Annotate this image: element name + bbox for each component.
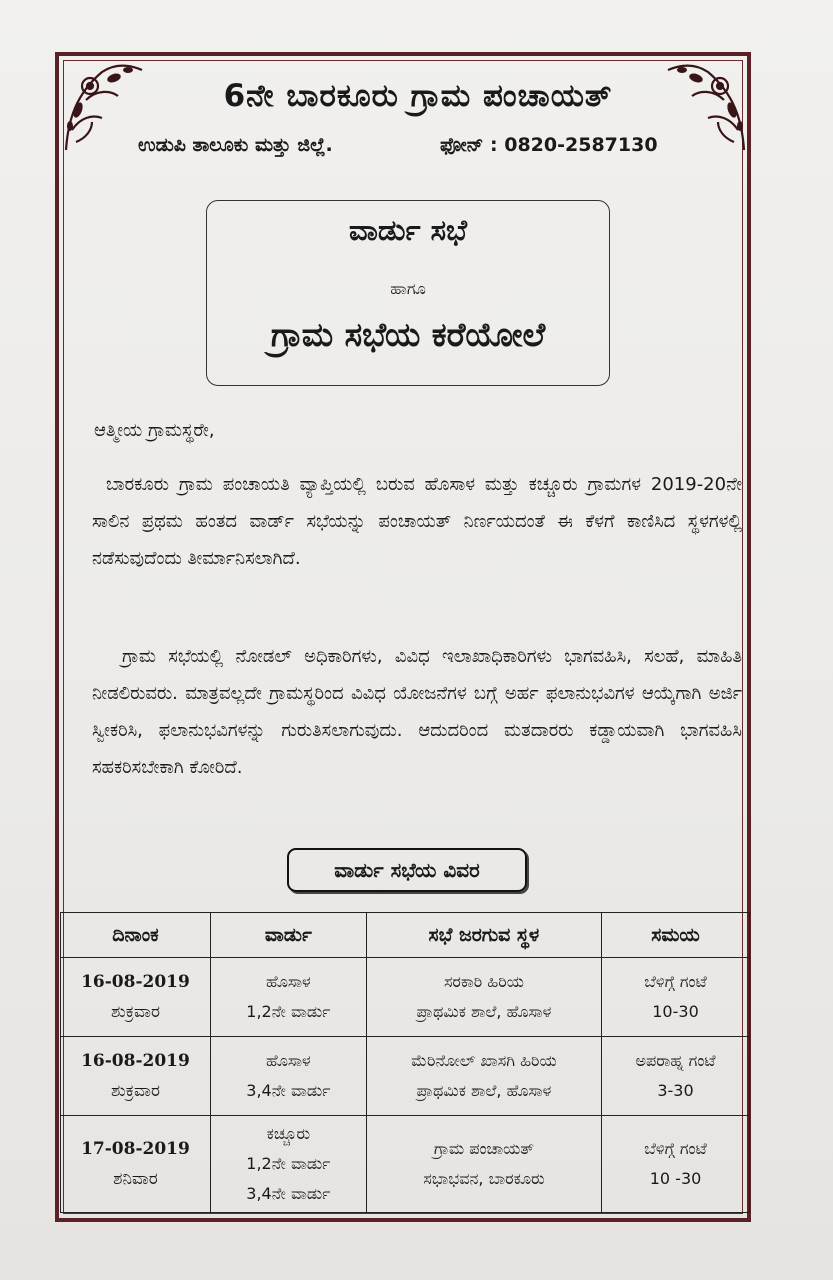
- time-label: ಬೆಳಿಗ್ಗೆ ಗಂಟೆ: [644, 1139, 707, 1158]
- venue-cell: [366, 958, 601, 1037]
- ward-numbers: 1,2ನೇ ವಾರ್ಡು: [246, 1002, 331, 1021]
- day-value: ಶುಕ್ರವಾರ: [110, 1081, 160, 1101]
- time-label: ಬೆಳಿಗ್ಗೆ ಗಂಟೆ: [644, 972, 707, 991]
- panchayat-title: 6ನೇ ಬಾರಕೂರು ಗ್ರಾಮ ಪಂಚಾಯತ್: [223, 78, 613, 114]
- schedule-heading: ವಾರ್ಡು ಸಭೆಯ ವಿವರ: [287, 848, 527, 892]
- time-value: 10 -30: [649, 1169, 702, 1188]
- table-header-row: [61, 913, 750, 958]
- salutation: ಆತ್ಮೀಯ ಗ್ರಾಮಸ್ಥರೇ,: [94, 420, 215, 441]
- table-row: [61, 1116, 750, 1213]
- column-header-ward: ವಾರ್ಡು: [210, 913, 366, 958]
- date-cell: [61, 1037, 211, 1116]
- time-cell: [602, 1037, 750, 1116]
- paragraph-details-text: ಗ್ರಾಮ ಸಭೆಯಲ್ಲಿ ನೋಡಲ್ ಅಧಿಕಾರಿಗಳು, ವಿವಿಧ ಇಲಾಖಾಧಿಕಾರಿಗಳು ಭಾಗವಹಿಸಿ, ಸಲಹೆ, ಮಾಹಿತಿ ನೀಡಲಿರುವರು. ಮಾತ್ರವಲ್ಲದೇ ಗ್ರಾಮಸ್ಥರಿಂದ ವಿವಿಧ ಯೋಜನೆಗಳ ಬಗ್ಗೆ ಅರ್ಹ ಫಲಾನುಭವಿಗಳ ಆಯ್ಕೆಗಾಗಿ ಅರ್ಜಿ ಸ್ವೀಕರಿಸಿ, ಫಲಾನುಭವಿಗಳನ್ನು ಗುರುತಿಸಲಾಗುವುದು. ಆದುದರಿಂದ ಮತದಾರರು ಕಡ್ಡಾಯವಾಗಿ ಭಾಗವಹಿಸಿ ಸಹಕರಿಸಬೇಕಾಗಿ ಕೋರಿದೆ.: [92, 646, 742, 778]
- ward-village: ಕಚ್ಚೂರು: [266, 1124, 311, 1143]
- venue-line: ಸಭಾಭವನ, ಬಾರಕೂರು: [423, 1169, 545, 1188]
- gram-sabha-invitation-heading: ಗ್ರಾಮ ಸಭೆಯ ಕರೆಯೋಲೆ: [270, 315, 546, 354]
- notice-title-box: [206, 200, 610, 386]
- location-text: ಉಡುಪಿ ತಾಲೂಕು ಮತ್ತು ಜಿಲ್ಲೆ.: [138, 134, 333, 156]
- venue-cell: [366, 1116, 601, 1213]
- ward-numbers: 3,4ನೇ ವಾರ್ಡು: [246, 1081, 331, 1100]
- column-header-venue: ಸಭೆ ಜರಗುವ ಸ್ಥಳ: [366, 913, 601, 958]
- time-cell: [602, 958, 750, 1037]
- date-value: 16-08-2019: [81, 972, 190, 992]
- venue-line: ಗ್ರಾಮ ಪಂಚಾಯತ್: [433, 1139, 534, 1158]
- time-value: 10-30: [652, 1002, 699, 1021]
- ward-village: ಹೊಸಾಳ: [265, 972, 311, 991]
- paragraph-intro-text: ಬಾರಕೂರು ಗ್ರಾಮ ಪಂಚಾಯತಿ ವ್ಯಾಪ್ತಿಯಲ್ಲಿ ಬರುವ ಹೊಸಾಳ ಮತ್ತು ಕಚ್ಚೂರು ಗ್ರಾಮಗಳ 2019-20ನೇ ಸಾಲಿನ ಪ್ರಥಮ ಹಂತದ ವಾರ್ಡ್ ಸಭೆಯನ್ನು ಪಂಚಾಯತ್ ನಿರ್ಣಯದಂತೆ ಈ ಕೆಳಗೆ ಕಾಣಿಸಿದ ಸ್ಥಳಗಳಲ್ಲಿ ನಡೆಸುವುದೆಂದು ತೀರ್ಮಾನಿಸಲಾಗಿದೆ.: [92, 474, 742, 569]
- ward-village: ಹೊಸಾಳ: [265, 1051, 311, 1070]
- venue-line: ಸರಕಾರಿ ಹಿರಿಯ: [443, 972, 524, 991]
- paragraph-details: [92, 638, 742, 786]
- ward-cell: [210, 1116, 366, 1213]
- column-header-date: ದಿನಾಂಕ: [61, 913, 211, 958]
- venue-line: ಪ್ರಾಥಮಿಕ ಶಾಲೆ, ಹೊಸಾಳ: [416, 1002, 552, 1021]
- phone-number: ಫೋನ್ : 0820-2587130: [440, 134, 658, 156]
- day-value: ಶನಿವಾರ: [113, 1169, 158, 1189]
- ward-cell: [210, 958, 366, 1037]
- date-value: 16-08-2019: [81, 1051, 190, 1071]
- date-value: 17-08-2019: [81, 1139, 190, 1159]
- venue-cell: [366, 1037, 601, 1116]
- ward-numbers: 1,2ನೇ ವಾರ್ಡು: [246, 1154, 331, 1173]
- conjunction-text: ಹಾಗೂ: [390, 279, 426, 298]
- meeting-schedule-table: [60, 912, 750, 1213]
- table-row: [61, 1037, 750, 1116]
- time-cell: [602, 1116, 750, 1213]
- day-value: ಶುಕ್ರವಾರ: [110, 1002, 160, 1022]
- time-label: ಅಪರಾಹ್ನ ಗಂಟೆ: [635, 1051, 716, 1070]
- address-line: [138, 134, 698, 156]
- venue-line: ಪ್ರಾಥಮಿಕ ಶಾಲೆ, ಹೊಸಾಳ: [416, 1081, 552, 1100]
- ward-meeting-heading: ವಾರ್ಡು ಸಭೆ: [348, 213, 468, 247]
- date-cell: [61, 1116, 211, 1213]
- column-header-time: ಸಮಯ: [602, 913, 750, 958]
- date-cell: [61, 958, 211, 1037]
- table-row: [61, 958, 750, 1037]
- floral-corner-ornament-icon: [62, 60, 148, 156]
- time-value: 3-30: [657, 1081, 694, 1100]
- venue-line: ಮೆರಿನೋಲ್ ಖಾಸಗಿ ಹಿರಿಯ: [411, 1051, 557, 1070]
- ward-numbers: 3,4ನೇ ವಾರ್ಡು: [246, 1184, 331, 1203]
- paragraph-intro: [92, 466, 742, 577]
- ward-cell: [210, 1037, 366, 1116]
